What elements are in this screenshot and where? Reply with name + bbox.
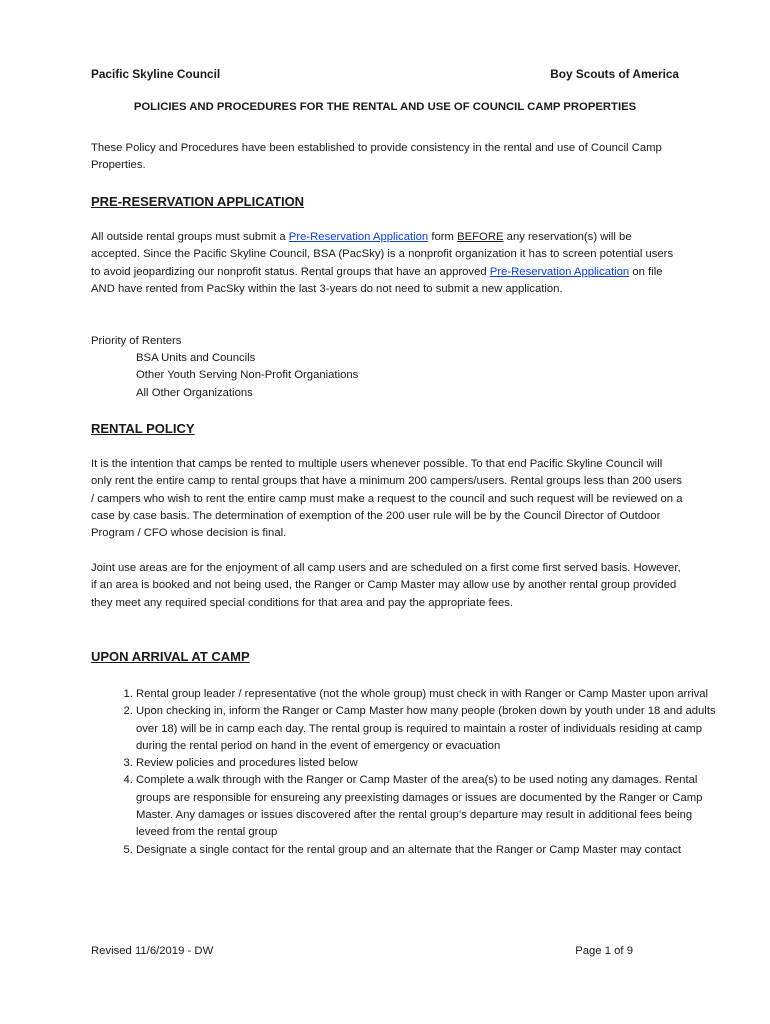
list-item: 1. Rental group leader / representative (not the whole group) must check in with Ranger or Camp Master upon arrival [136, 686, 728, 703]
pre-reservation-application-link-2[interactable]: Pre-Reservation Application [489, 265, 630, 278]
text-segment: on file AND have rented from PacSky within the last 3-years do not need to submit a new application. [91, 265, 663, 295]
list-item: 5. Designate a single contact for the rental group and an alternate that the Ranger or Camp Master may contact [136, 842, 728, 859]
text-segment: any reservation(s) will be accepted. Since the Pacific Skyline Council, BSA (PacSky) is a nonprofit organization it has to screen potential users to avoid jeopardizing our nonprofit status. Rental groups that have an approved [91, 231, 674, 278]
list-item: 2. Upon checking in, inform the Ranger or Camp Master how many people (broken down by youth under 18 and adults over 18) will be in camp each day. The rental group is required to maintain a roster of individuals residing at camp during the rental period on hand in the event of emergency or evacuation [136, 703, 728, 755]
rental-policy-paragraph-1: It is the intention that camps be rented to multiple users whenever possible. To that end Pacific Skyline Council will only rent the entire camp to rental groups that have a minimum 200 campers/users. Rental groups less than 200 users / campers who wish to rent the entire camp must make a request to the council and such request will be reviewed on a case by case basis. The determination of exemption of the 200 user rule will be by the Council Director of Outdoor Program / CFO whose decision is final. [91, 458, 683, 540]
text-segment: All outside rental groups must submit a [91, 231, 289, 243]
intro-paragraph: These Policy and Procedures have been established to provide consistency in the rental and use of Council Camp Properties. [91, 142, 662, 172]
heading-upon-arrival: UPON ARRIVAL AT CAMP [91, 649, 250, 664]
revision-note: Revised 11/6/2019 - DW [91, 945, 214, 957]
priority-label: Priority of Renters [91, 335, 182, 347]
pre-reservation-application-link[interactable]: Pre-Reservation Application [288, 231, 429, 243]
arrival-steps-list [91, 686, 728, 859]
pre-reservation-paragraph [91, 229, 683, 298]
document-title: POLICIES AND PROCEDURES FOR THE RENTAL AND USE OF COUNCIL CAMP PROPERTIES [133, 101, 637, 113]
list-item: 4. Complete a walk through with the Ranger or Camp Master of the area(s) to be used noting any damages. Rental groups are responsible for ensureing any preexisting damages or issues are documented by the Ranger or Camp Master. Any damages or issues discovered after the rental group’s departure may result in additional fees being leveed from the rental group [136, 772, 728, 841]
council-name: Pacific Skyline Council [91, 67, 221, 81]
priority-item: Other Youth Serving Non-Profit Organiations [136, 369, 359, 382]
text-segment: form [428, 231, 458, 243]
priority-list [136, 350, 358, 402]
heading-rental-policy: RENTAL POLICY [91, 421, 195, 436]
organization-name: Boy Scouts of America [550, 67, 679, 81]
rental-policy-paragraph-2: Joint use areas are for the enjoyment of all camp users and are scheduled on a first come first served basis. However, if an area is booked and not being used, the Ranger or Camp Master may allow use by another rental group provided they meet any required special conditions for that area and pay the appropriate fees. [91, 562, 681, 609]
heading-pre-reservation: PRE-RESERVATION APPLICATION [91, 194, 305, 209]
page-number: Page 1 of 9 [575, 945, 633, 957]
priority-item: All Other Organizations [136, 386, 253, 399]
list-item: 3. Review policies and procedures listed below [136, 755, 728, 772]
before-emphasis: BEFORE [457, 231, 504, 243]
priority-item: BSA Units and Councils [136, 352, 256, 364]
